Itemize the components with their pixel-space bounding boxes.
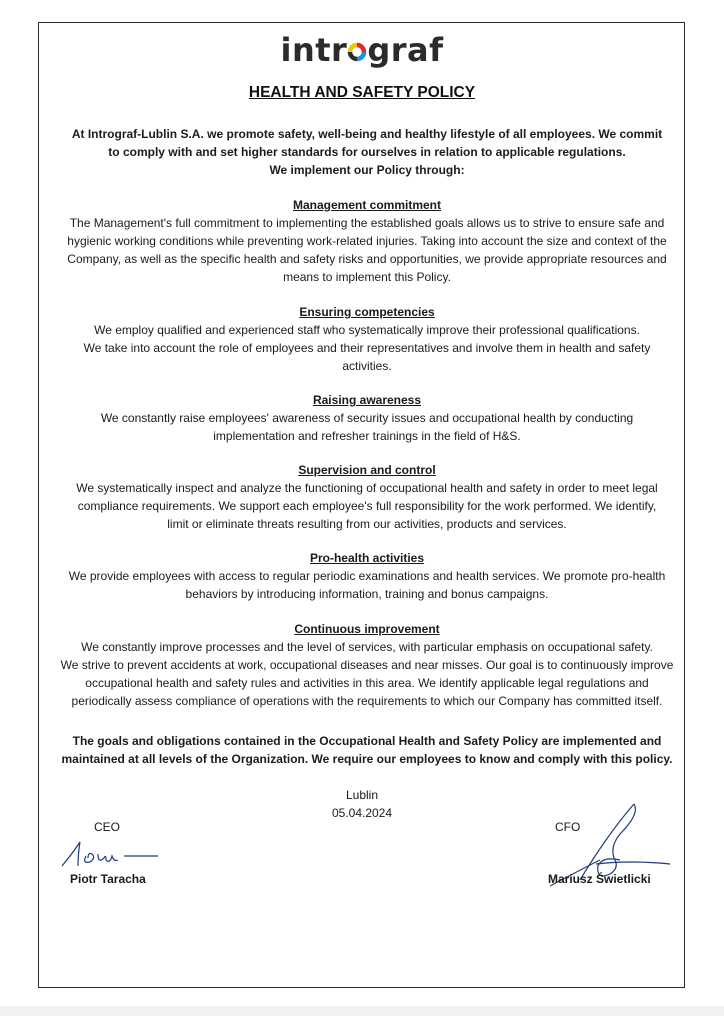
section-text-line: limit or eliminate threats resulting from our activities, products and services. — [167, 517, 567, 531]
closing-line-2: maintained at all levels of the Organization. We require our employees to know and comply with this policy. — [61, 752, 673, 766]
signatory-role: CFO — [555, 820, 581, 834]
section-text-line: We strive to prevent accidents at work, occupational diseases and near misses. Our goal is to continuously improve — [60, 658, 674, 672]
intro-line-3: We implement our Policy through: — [269, 163, 465, 177]
section-text-line: hygienic working conditions while preventing work-related injuries. Taking into account the size and context of the — [67, 234, 667, 248]
section-text-line: occupational health and safety rules and activities in this area. We identify applicable legal regulations and — [85, 676, 649, 690]
section-text-line: We employ qualified and experienced staff who systematically improve their professional qualifications. — [94, 323, 640, 337]
section-heading-supervision: Supervision and control — [298, 463, 436, 477]
section-heading-pro-health: Pro-health activities — [309, 551, 425, 565]
section-heading-competencies: Ensuring competencies — [299, 305, 435, 319]
signatory-role: CEO — [94, 820, 121, 834]
company-logo — [0, 30, 724, 70]
ceo-name: Piotr Taracha — [70, 872, 146, 886]
section-heading-awareness: Raising awareness — [312, 393, 422, 407]
intro-line-2: to comply with and set higher standards for ourselves in relation to applicable regulations. — [108, 145, 626, 159]
section-heading-improvement: Continuous improvement — [294, 622, 440, 636]
logo-text-right: graf — [367, 31, 444, 69]
section-text-line: We take into account the role of employees and their representatives and involve them in health and safety — [83, 341, 651, 355]
signature-block-ceo — [94, 820, 120, 834]
section-text-line: We constantly raise employees' awareness of security issues and occupational health by conducting — [100, 411, 634, 425]
section-text-line: We provide employees with access to regular periodic examinations and health services. We promote pro-health — [68, 569, 666, 583]
section-text-line: implementation and refresher trainings in the field of H&S. — [213, 429, 521, 443]
section-text-line: Company, as well as the specific health and safety risks and opportunities, we provide appropriate resources and — [67, 252, 667, 266]
section-text-line: behaviors by introducing information, training and bonus campaigns. — [185, 587, 549, 601]
section-text-line: We systematically inspect and analyze the functioning of occupational health and safety in order to meet legal — [76, 481, 658, 495]
ceo-signature-image — [58, 836, 168, 870]
place: Lublin — [345, 788, 379, 802]
section-text-line: periodically assess compliance of operations with the requirements to which our Company has committed itself. — [71, 694, 663, 708]
section-text-line: compliance requirements. We support each employee's full responsibility for the work performed. We identify, — [77, 499, 657, 513]
date: 05.04.2024 — [331, 806, 393, 820]
intro-line-1: At Intrograf-Lublin S.A. we promote safety, well-being and healthy lifestyle of all employees. We commit — [71, 127, 663, 141]
section-text-line: activities. — [342, 359, 392, 373]
section-text-line: We constantly improve processes and the level of services, with particular emphasis on occupational safety. — [81, 640, 653, 654]
logo-ring-icon — [347, 32, 367, 56]
logo-text-left: intr — [280, 31, 348, 69]
closing-line-1: The goals and obligations contained in the Occupational Health and Safety Policy are implemented and — [72, 734, 662, 748]
section-heading-management: Management commitment — [292, 198, 442, 212]
page-title: HEALTH AND SAFETY POLICY — [248, 84, 476, 101]
page-bottom-strip — [0, 1006, 724, 1016]
section-text-line: The Management's full commitment to implementing the established goals allows us to strive to ensure safe and — [69, 216, 665, 230]
section-text-line: means to implement this Policy. — [283, 270, 451, 284]
cfo-name: Mariusz Świetlicki — [548, 872, 651, 886]
